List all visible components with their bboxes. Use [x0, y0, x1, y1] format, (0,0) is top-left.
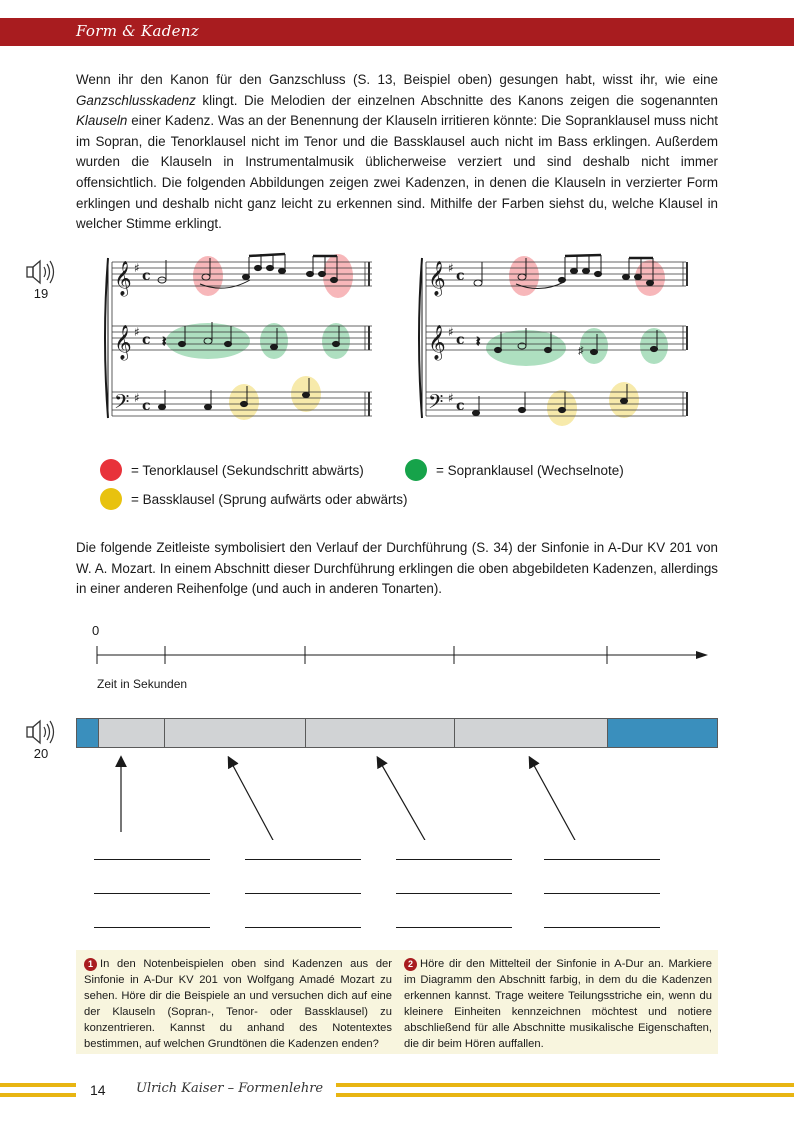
answer-line[interactable] — [544, 859, 660, 860]
answer-line[interactable] — [94, 927, 210, 928]
footer-bar-right — [336, 1093, 794, 1097]
red-dot-icon — [100, 459, 122, 481]
svg-text:♯: ♯ — [578, 345, 584, 357]
answer-line[interactable] — [396, 893, 512, 894]
header-bar — [0, 18, 794, 46]
footer-bar-left — [0, 1083, 76, 1087]
task-number-badge: 2 — [404, 958, 417, 971]
answer-line[interactable] — [94, 893, 210, 894]
score-example-2 — [414, 250, 690, 426]
timeline-segment-intro[interactable] — [76, 718, 99, 748]
svg-text:𝄽: 𝄽 — [162, 333, 167, 349]
svg-text:c: c — [456, 268, 465, 284]
arrow-icon — [531, 760, 576, 840]
svg-text:𝄽: 𝄽 — [476, 333, 481, 349]
svg-text:𝄞: 𝄞 — [114, 261, 132, 296]
timeline-segment-3[interactable] — [305, 718, 455, 748]
footer-bar-left — [0, 1093, 76, 1097]
track-number: 20 — [33, 746, 49, 761]
arrow-icon — [230, 760, 274, 840]
time-axis — [90, 640, 714, 670]
svg-text:♯: ♯ — [448, 261, 454, 275]
page-number: 14 — [90, 1082, 106, 1098]
answer-line[interactable] — [544, 893, 660, 894]
answer-line[interactable] — [396, 859, 512, 860]
speaker-icon — [25, 718, 57, 746]
footer-author: Ulrich Kaiser – Formenlehre — [136, 1081, 324, 1096]
answer-line[interactable] — [396, 927, 512, 928]
svg-text:♯: ♯ — [448, 391, 454, 405]
intro-paragraph: Wenn ihr den Kanon für den Ganzschluss (S. 13, Beispiel oben) gesungen habt, wisst ihr, wie eine Ganzschlusskadenz klingt. Die Melodien der einzelnen Abschnitte des Kanons zeigen die sogenannten Klauseln einer Kadenz. Was an der Benennung der Klauseln irritieren könnte: Die Sopranklausel muss nicht im Sopran, die Tenorklausel nicht im Tenor und die Bassklausel auch nicht im Bass erklingen. Außerdem wurden die Klauseln in Instrumentalmusik üblicherweise verziert und sind deshalb nicht immer offensichtlich. Die folgenden Abbildungen zeigen zwei Kadenzen, in denen die Klauseln in verzierter Form erklingen und deshalb nicht ganz leicht zu erkennen sind. Mithilfe der Farben siehst du, welche Klausel in welcher Stimme erklingt. — [76, 72, 718, 232]
chapter-title: Form & Kadenz — [76, 22, 199, 40]
legend-sopran: = Sopranklausel (Wechselnote) — [405, 459, 624, 481]
timeline-segment-reprise[interactable] — [607, 718, 718, 748]
footer-bar-right — [336, 1083, 794, 1087]
answer-line[interactable] — [245, 893, 361, 894]
timeline-arrows — [76, 750, 718, 840]
answer-line[interactable] — [544, 927, 660, 928]
svg-text:c: c — [456, 398, 465, 414]
svg-text:𝄢: 𝄢 — [114, 390, 130, 418]
timeline-segment-2[interactable] — [164, 718, 306, 748]
answer-line[interactable] — [94, 859, 210, 860]
task-2: 2 Höre dir den Mittelteil der Sinfonie in A-Dur an. Markiere im Diagramm den Abschnitt farbig, in dem du die Kadenzen erkennen kannst. Trage weitere Teilungsstriche ein, wenn du kleinere Einheiten kennzeichnen möchtest und notiere abschließend für alle Abschnitte musikalische Eigenschaften, die dir beim Hören auffallen. — [404, 958, 712, 1050]
timeline-bar[interactable] — [76, 718, 718, 750]
speaker-icon — [25, 258, 57, 286]
task-number-badge: 1 — [84, 958, 97, 971]
arrow-icon — [379, 760, 426, 840]
task-box — [76, 950, 718, 1054]
axis-label: Zeit in Sekunden — [97, 677, 188, 691]
svg-text:♯: ♯ — [134, 391, 140, 405]
svg-text:𝄞: 𝄞 — [428, 261, 446, 296]
yellow-dot-icon — [100, 488, 122, 510]
svg-text:c: c — [142, 268, 151, 284]
task-1: 1 In den Notenbeispielen oben sind Kadenzen aus der Sinfonie in A-Dur KV 201 von Wolfgang Amadé Mozart zu sehen. Höre dir die Beispiele an und versuchen dich auf eine der Klauseln (Sopran-, Tenor- oder Bassklausel) zu konzentrieren. Kannst du anhand des Notentextes bestimmen, auf welchen Grundtönen die Kadenzen enden? — [84, 958, 392, 1050]
axis-zero-label: 0 — [92, 623, 100, 638]
timeline-paragraph: Die folgende Zeitleiste symbolisiert den Verlauf der Durchführung (S. 34) der Sinfonie in A-Dur KV 201 von W. A. Mozart. In einem Abschnitt dieser Durchführung erklingen die oben abgebildeten Kadenzen, allerdings in einer anderen Reihenfolge (und auch in anderen Tonarten). — [76, 540, 718, 597]
answer-line[interactable] — [245, 859, 361, 860]
svg-text:♯: ♯ — [134, 261, 140, 275]
score-example-1 — [100, 250, 376, 426]
audio-track-19[interactable] — [25, 258, 57, 304]
svg-text:c: c — [142, 332, 151, 348]
answer-line[interactable] — [245, 927, 361, 928]
svg-text:c: c — [456, 332, 465, 348]
timeline-segment-1[interactable] — [98, 718, 165, 748]
legend-tenor: = Tenorklausel (Sekundschritt abwärts) — [100, 459, 364, 481]
svg-text:𝄞: 𝄞 — [428, 325, 446, 360]
svg-text:𝄞: 𝄞 — [114, 325, 132, 360]
green-dot-icon — [405, 459, 427, 481]
timeline-segment-4[interactable] — [454, 718, 608, 748]
svg-text:♯: ♯ — [134, 325, 140, 339]
legend-bass: = Bassklausel (Sprung aufwärts oder abwärts) — [100, 488, 408, 510]
svg-text:♯: ♯ — [448, 325, 454, 339]
track-number: 19 — [33, 286, 49, 301]
svg-text:c: c — [142, 398, 151, 414]
audio-track-20[interactable] — [25, 718, 57, 764]
svg-text:𝄢: 𝄢 — [428, 390, 444, 418]
